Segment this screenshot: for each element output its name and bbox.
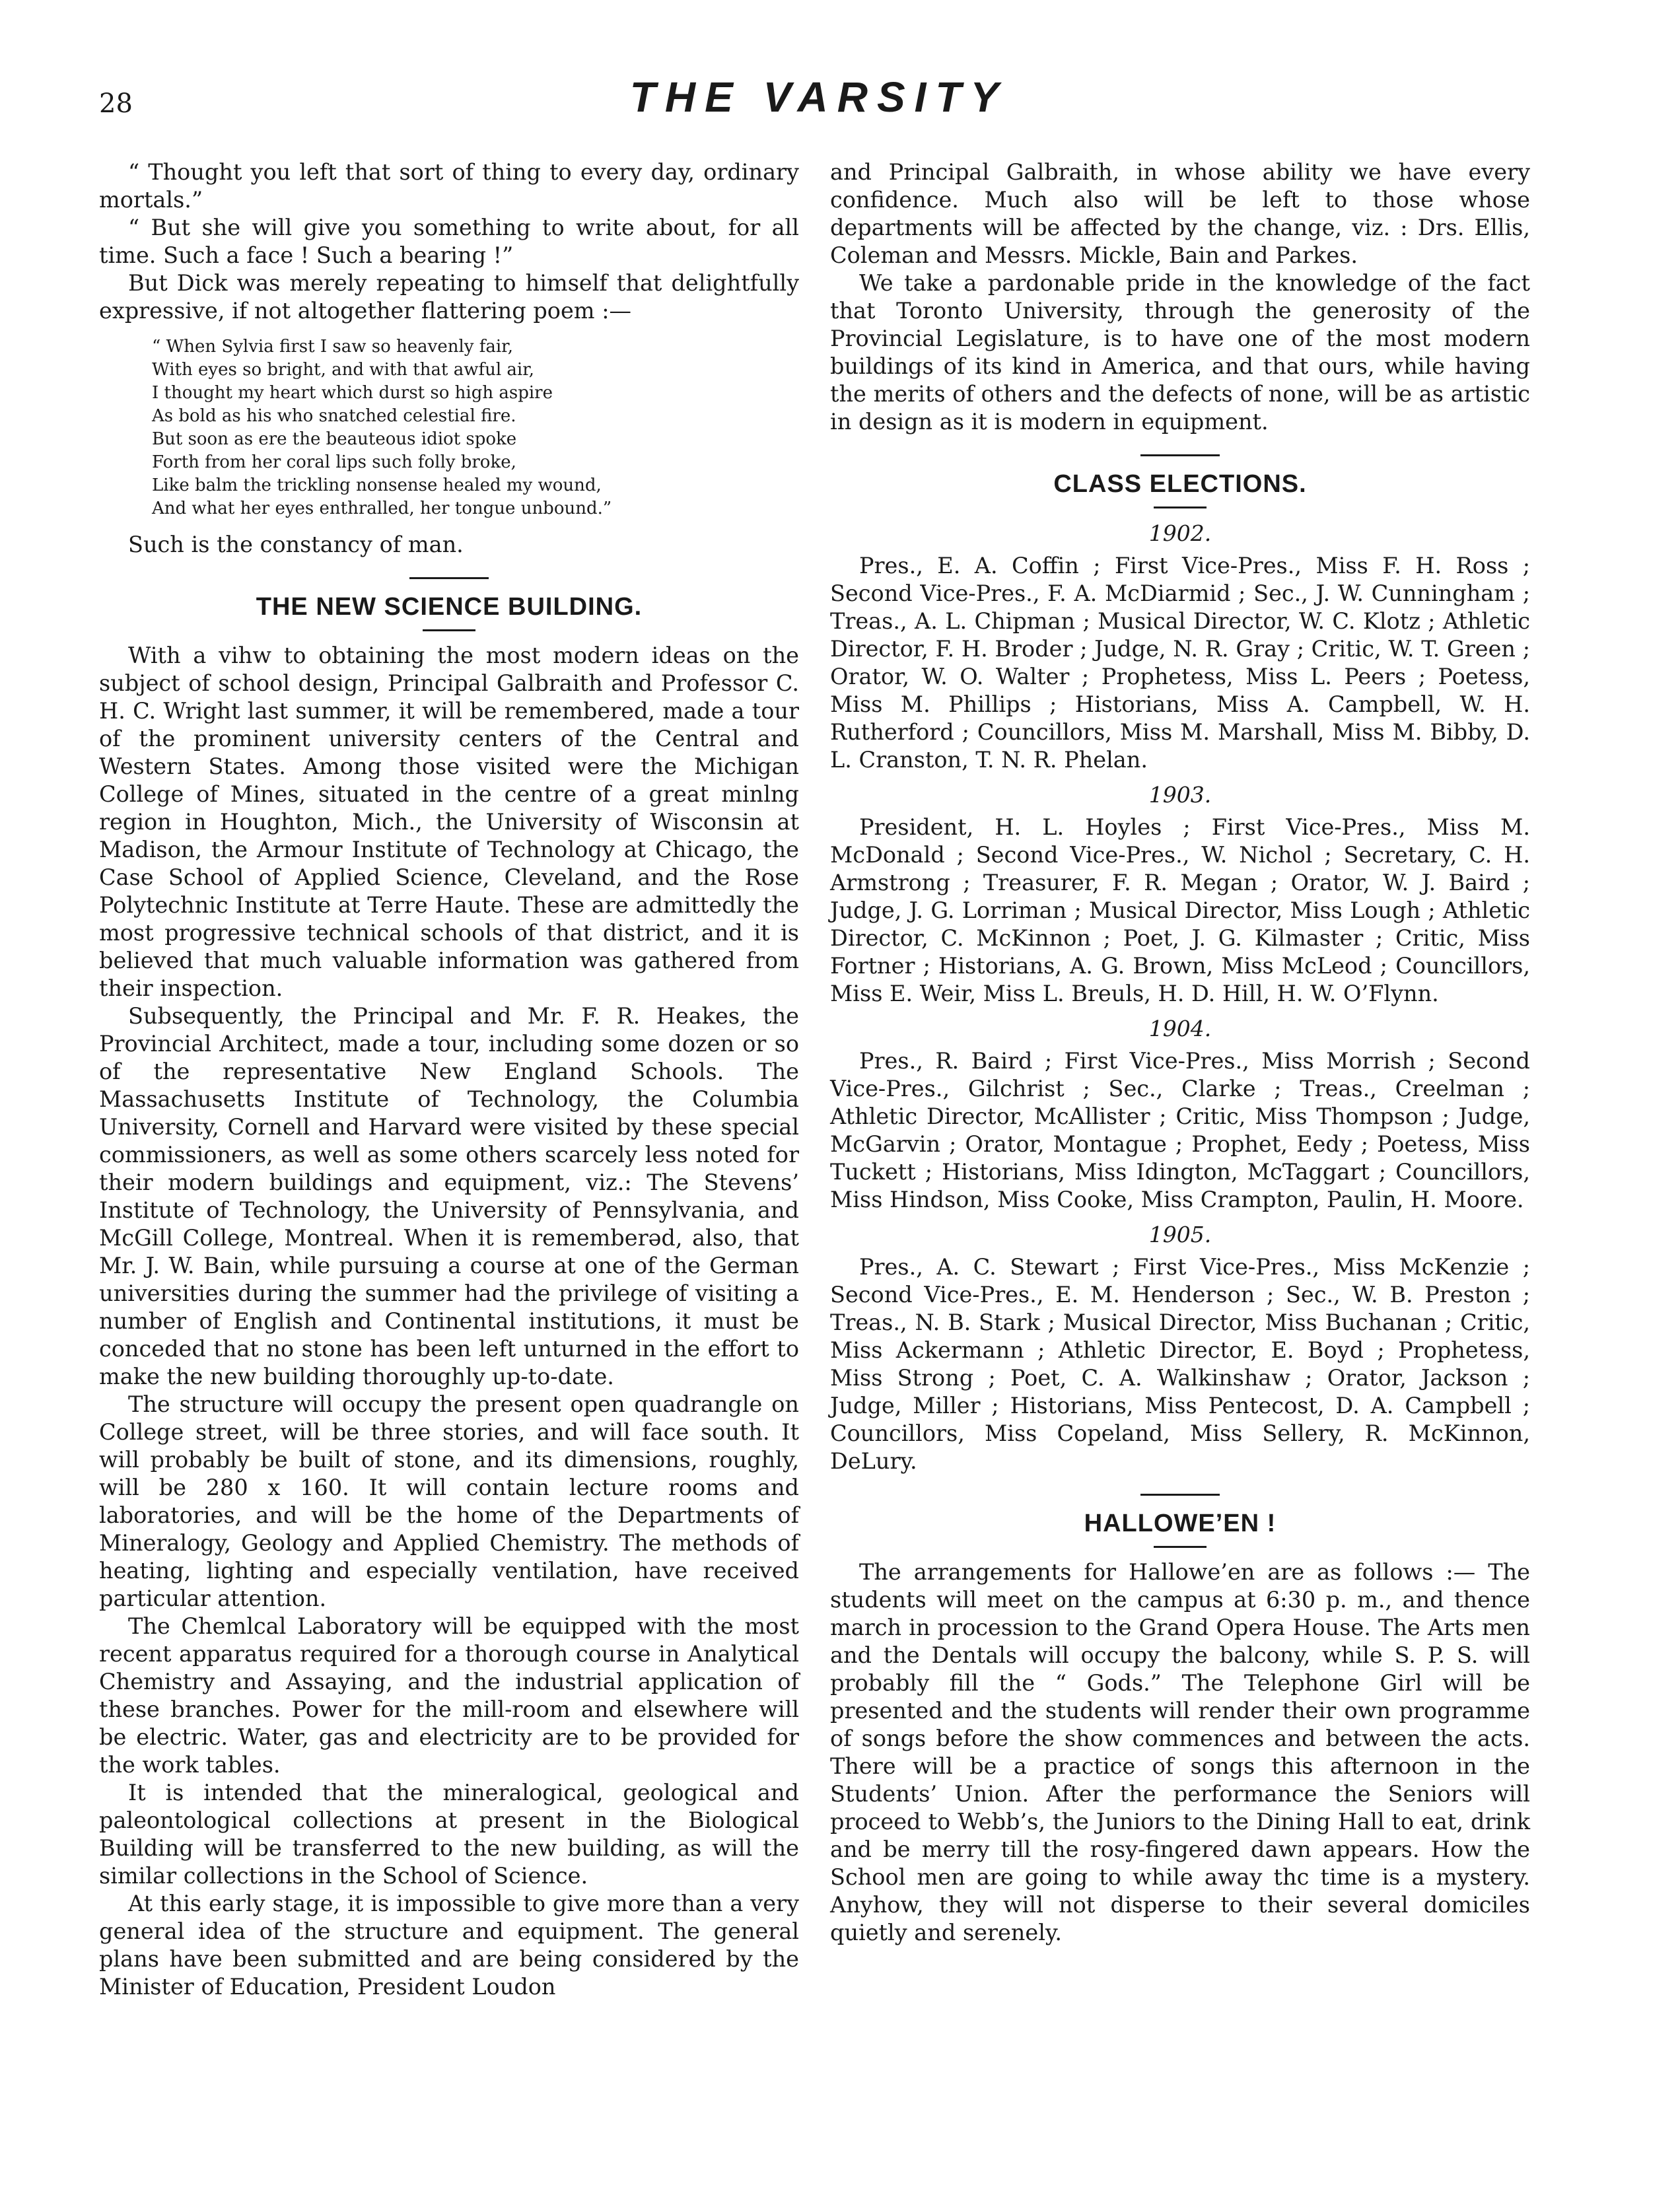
paragraph: Subsequently, the Principal and Mr. F. R. Heakes, the Provincial Architect, made a tour, including some dozen or so of the representative New England Schools. The Massachusetts Institute of Technology, the Columbia University, Cornell and Harvard were visited by these special commissioners, as well as some others scarcely less noted for their modern buildings and equipment, viz.: The Stevens’ Institute of Technology, the University of Pennsylvania, and McGill College, Montreal. When it is rememberəd, also, that Mr. J. W. Bain, while pursuing a course at one of the German universities during the summer had the privilege of visiting a number of English and Continental institutions, it must be conceded that no stone has been left unturned in the effort to make the new building thoroughly up-to-date.: [99, 1003, 799, 1389]
heading-underline: [1154, 1546, 1207, 1548]
poem-line: As bold as his who snatched celestial fire.: [152, 406, 516, 426]
section-divider: [409, 577, 489, 579]
class-year: 1905.: [1148, 1222, 1212, 1247]
science-building-heading: THE NEW SCIENCE BUILDING.: [256, 593, 643, 621]
right-column: [830, 158, 1530, 1947]
paragraph: “ Thought you left that sort of thing to every day, ordinary mortals.”: [99, 159, 799, 213]
page-number: 28: [99, 88, 133, 119]
masthead: THE VARSITY: [629, 73, 1008, 121]
class-officers: President, H. L. Hoyles ; First Vice-Pres., Miss M. McDonald ; Second Vice-Pres., W. Nichol ; Secretary, C. H. Armstrong ; Treasurer, F. R. Megan ; Orator, W. J. Baird ; Judge, J. G. Lorriman ; Musical Director, Miss Lough ; Athletic Director, C. McKinnon ; Poet, J. G. Kilmaster ; Critic, Miss Fortner ; Historians, A. G. Brown, Miss McLeod ; Councillors, Miss E. Weir, Miss L. Breuls, H. D. Hill, H. W. O’Flynn.: [830, 814, 1530, 1006]
heading-underline: [423, 629, 475, 631]
class-year: 1902.: [1148, 520, 1212, 546]
paragraph: and Principal Galbraith, in whose ability we have every confidence. Much also will be left to those whose departments will be affected by the change, viz. : Drs. Ellis, Coleman and Messrs. Mickle, Bain and Parkes.: [830, 159, 1530, 268]
poem-line: “ When Sylvia first I saw so heavenly fair,: [152, 337, 513, 357]
poem-line: Forth from her coral lips such folly broke,: [152, 452, 516, 472]
poem-line: And what her eyes enthralled, her tongue unbound.”: [152, 499, 612, 518]
closing-line: Such is the constancy of man.: [128, 532, 464, 557]
halloween-heading: HALLOWE’EN !: [1084, 1510, 1277, 1537]
heading-underline: [1154, 506, 1207, 508]
paragraph: The structure will occupy the present open quadrangle on College street, will be three stories, and will face south. It will probably be built of stone, and its dimensions, roughly, will be 280 x 160. It will contain lecture rooms and laboratories, and will be the home of the Departments of Mineralogy, Geology and Applied Chemistry. The methods of heating, lighting and especially ventilation, have received particular attention.: [99, 1391, 799, 1611]
section-divider: [1140, 454, 1220, 456]
paragraph: The arrangements for Hallowe’en are as follows :— The students will meet on the campus at 6:30 p. m., and thence march in procession to the Grand Opera House. The Arts men and the Dentals will occupy the balcony, while S. P. S. will probably fill the “ Gods.” The Telephone Girl will be presented and the students will render their own programme of songs before the show commences and between the acts. There will be a practice of songs this afternoon in the Students’ Union. After the performance the Seniors will proceed to Webb’s, the Juniors to the Dining Hall to eat, drink and be merry till the rosy-fingered dawn appears. How the School men are going to while away thc time is a mystery. Anyhow, they will not disperse to their several domiciles quietly and serenely.: [830, 1559, 1530, 1945]
poem-line: But soon as ere the beauteous idiot spoke: [152, 429, 517, 449]
class-officers: Pres., A. C. Stewart ; First Vice-Pres., Miss McKenzie ; Second Vice-Pres., E. M. Henderson ; Sec., W. B. Preston ; Treas., N. B. Stark ; Musical Director, Miss Buchanan ; Critic, Miss Ackermann ; Athletic Director, E. Boyd ; Prophetess, Miss Strong ; Poet, C. A. Walkinshaw ; Orator, Jackson ; Judge, Miller ; Historians, Miss Pentecost, D. A. Campbell ; Councillors, Miss Copeland, Miss Sellery, R. McKinnon, DeLury.: [830, 1254, 1530, 1474]
paragraph: With a vihw to obtaining the most modern ideas on the subject of school design, Principal Galbraith and Professor C. H. C. Wright last summer, it will be remembered, made a tour of the prominent university centers of the Central and Western States. Among those visited were the Michigan College of Mines, situated in the centre of a great minlng region in Houghton, Mich., the University of Wisconsin at Madison, the Armour Institute of Technology at Chicago, the Case School of Applied Science, Cleveland, and the Rose Polytechnic Institute at Terre Haute. These are admittedly the most progressive technical schools of that district, and it is believed that much valuable information was gathered from their inspection.: [99, 643, 799, 1001]
paragraph: “ But she will give you something to write about, for all time. Such a face ! Such a bearing !”: [99, 215, 799, 268]
section-divider: [1140, 1494, 1220, 1496]
left-column: [99, 158, 799, 2001]
paragraph: At this early stage, it is impossible to give more than a very general idea of the structure and equipment. The general plans have been submitted and are being considered by the Minister of Education, President Loudon: [99, 1891, 799, 2000]
class-year: 1903.: [1148, 782, 1212, 808]
poem-line: Like balm the trickling nonsense healed my wound,: [152, 475, 602, 495]
class-year: 1904.: [1148, 1016, 1212, 1041]
poem-line: I thought my heart which durst so high aspire: [152, 383, 553, 403]
paragraph: But Dick was merely repeating to himself that delightfully expressive, if not altogether flattering poem :—: [99, 270, 799, 324]
class-elections-heading: CLASS ELECTIONS.: [1053, 470, 1307, 498]
poem: [152, 335, 799, 520]
paragraph: We take a pardonable pride in the knowledge of the fact that Toronto University, through the generosity of the Provincial Legislature, is to have one of the most modern buildings of its kind in America, and that ours, while having the merits of others and the defects of none, will be as artistic in design as it is modern in equipment.: [830, 270, 1530, 435]
paragraph: The Chemlcal Laboratory will be equipped with the most recent apparatus required for a thorough course in Analytical Chemistry and Assaying, and the industrial application of these branches. Power for the mill-room and elsewhere will be electric. Water, gas and electricity are to be provided for the work tables.: [99, 1613, 799, 1778]
class-officers: Pres., R. Baird ; First Vice-Pres., Miss Morrish ; Second Vice-Pres., Gilchrist ; Sec., Clarke ; Treas., Creelman ; Athletic Director, McAllister ; Critic, Miss Thompson ; Judge, McGarvin ; Orator, Montague ; Prophet, Eedy ; Poetess, Miss Tuckett ; Historians, Miss Idington, McTaggart ; Councillors, Miss Hindson, Miss Cooke, Miss Crampton, Paulin, H. Moore.: [830, 1048, 1530, 1212]
poem-line: With eyes so bright, and with that awful air,: [152, 360, 535, 380]
class-officers: Pres., E. A. Coffin ; First Vice-Pres., Miss F. H. Ross ; Second Vice-Pres., F. A. McDiarmid ; Sec., J. W. Cunningham ; Treas., A. L. Chipman ; Musical Director, W. C. Klotz ; Athletic Director, F. H. Broder ; Judge, N. R. Gray ; Critic, W. T. Green ; Orator, W. O. Walter ; Prophetess, Miss L. Peers ; Poetess, Miss M. Phillips ; Historians, Miss A. Campbell, W. H. Rutherford ; Councillors, Miss M. Marshall, Miss M. Bibby, D. L. Cranston, T. N. R. Phelan.: [830, 553, 1530, 773]
page-header: [99, 73, 1539, 139]
paragraph: It is intended that the mineralogical, geological and paleontological collections at present in the Biological Building will be transferred to the new building, as will the similar collections in the School of Science.: [99, 1780, 799, 1889]
